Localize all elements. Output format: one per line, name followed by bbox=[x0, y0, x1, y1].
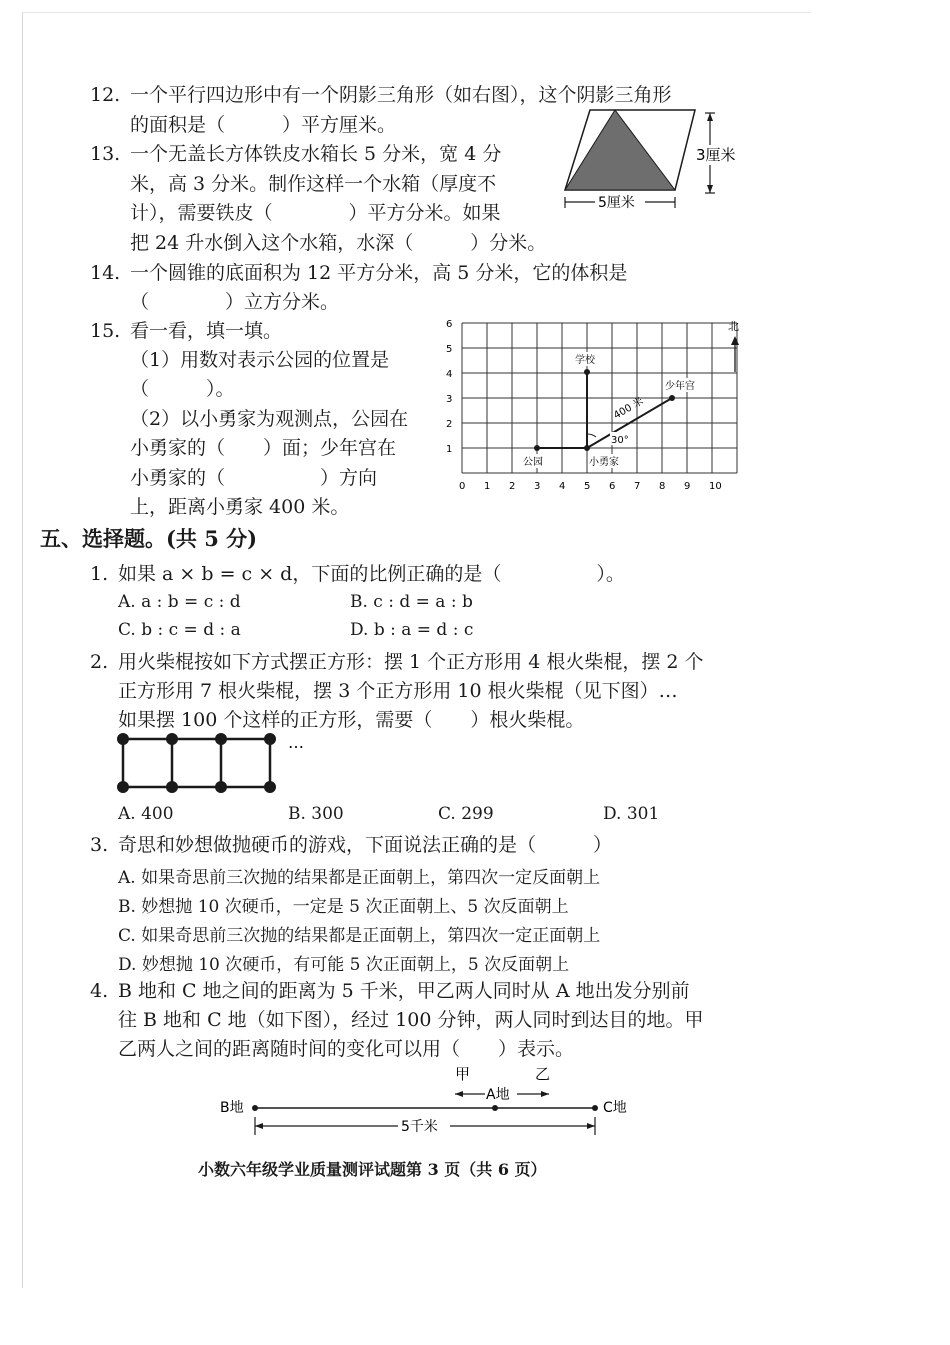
page-footer: 小数六年级学业质量测评试题第 3 页（共 6 页） bbox=[198, 1160, 547, 1179]
section-five-title: 五、选择题。(共 5 分) bbox=[40, 526, 258, 551]
c3-question: 奇思和妙想做抛硬币的游戏，下面说法正确的是（ ） bbox=[118, 834, 613, 856]
c4-line1: B 地和 C 地之间的距离为 5 千米，甲乙两人同时从 A 地出发分别前 bbox=[118, 980, 690, 1002]
park-point bbox=[534, 445, 540, 451]
distance-5km-label: 5千米 bbox=[401, 1119, 438, 1135]
c1-option-a: A. a : b = c : d bbox=[118, 592, 241, 612]
y-tick-label: 4 bbox=[446, 369, 453, 380]
q13-line4: 把 24 升水倒入这个水箱，水深（ ）分米。 bbox=[130, 232, 547, 254]
left-arrow-icon bbox=[455, 1091, 463, 1097]
x-tick-label: 3 bbox=[534, 481, 541, 492]
grid-lines bbox=[462, 323, 737, 473]
c2-number: 2. bbox=[90, 651, 109, 673]
right-arrow-icon bbox=[541, 1091, 549, 1097]
c-place-label: C地 bbox=[603, 1100, 627, 1116]
home-point bbox=[584, 445, 590, 451]
x-tick-label: 6 bbox=[609, 481, 616, 492]
y-tick-label: 6 bbox=[446, 319, 453, 330]
distance-label: 400 米 bbox=[612, 395, 646, 422]
c3-option-d: D. 妙想抛 10 次硬币，有可能 5 次正面朝上，5 次反面朝上 bbox=[118, 955, 570, 975]
c3-option-b: B. 妙想抛 10 次硬币，一定是 5 次正面朝上、5 次反面朝上 bbox=[118, 897, 569, 917]
y-tick-label: 5 bbox=[446, 344, 453, 355]
q14-number: 14. bbox=[90, 262, 121, 284]
c1-number: 1. bbox=[90, 563, 109, 585]
c4-line3: 乙两人之间的距离随时间的变化可以用（ ）表示。 bbox=[118, 1038, 575, 1060]
q15-line5: 小勇家的（ ）面；少年宫在 bbox=[130, 437, 397, 459]
q13-line3: 计），需要铁皮（ ）平方分米。如果 bbox=[130, 202, 501, 224]
x-tick-label: 9 bbox=[684, 481, 691, 492]
q15-line7: 上，距离小勇家 400 米。 bbox=[130, 496, 350, 518]
c1-option-d: D. b : a = d : c bbox=[350, 620, 474, 640]
b-place-label: B地 bbox=[220, 1100, 244, 1116]
shaded-triangle bbox=[565, 110, 675, 190]
north-label: 北 bbox=[728, 320, 739, 333]
c1-question: 如果 a × b = c × d，下面的比例正确的是（ ）。 bbox=[118, 563, 625, 585]
base-label: 5厘米 bbox=[598, 195, 635, 211]
q15-line2: （1）用数对表示公园的位置是 bbox=[130, 349, 390, 371]
q15-line3: （ ）。 bbox=[130, 378, 235, 400]
x-tick-label: 8 bbox=[659, 481, 666, 492]
x-tick-label: 10 bbox=[709, 481, 722, 492]
q12-line2: 的面积是（ ）平方厘米。 bbox=[130, 114, 397, 136]
yi-label: 乙 bbox=[535, 1065, 551, 1083]
y-tick-label: 2 bbox=[446, 419, 453, 430]
north-arrow-icon bbox=[731, 336, 739, 345]
c2-line1: 用火柴棍按如下方式摆正方形：摆 1 个正方形用 4 根火柴棍，摆 2 个 bbox=[118, 651, 704, 673]
x-tick-label: 4 bbox=[559, 481, 566, 492]
y-tick-label: 3 bbox=[446, 394, 453, 405]
park-label: 公园 bbox=[523, 457, 543, 468]
c2-line2: 正方形用 7 根火柴棍，摆 3 个正方形用 10 根火柴棍（见下图）… bbox=[118, 680, 678, 702]
y-tick-labels bbox=[446, 319, 452, 455]
jia-label: 甲 bbox=[455, 1065, 471, 1083]
x-tick-labels bbox=[459, 481, 722, 492]
parallelogram-figure bbox=[560, 105, 760, 215]
angle-label: 30° bbox=[611, 435, 629, 446]
a-point bbox=[492, 1105, 498, 1111]
palace-point bbox=[669, 395, 675, 401]
youth-palace-label: 少年宫 bbox=[665, 381, 695, 392]
matchstick-squares-figure bbox=[113, 730, 333, 800]
x-tick-label: 7 bbox=[634, 481, 641, 492]
c1-option-b: B. c : d = a : b bbox=[350, 592, 473, 612]
q13-line1: 一个无盖长方体铁皮水箱长 5 分米，宽 4 分 bbox=[130, 143, 502, 165]
matchstick-ellipsis: … bbox=[288, 733, 304, 752]
q14-line1: 一个圆锥的底面积为 12 平方分米，高 5 分米，它的体积是 bbox=[130, 262, 628, 284]
home-label: 小勇家 bbox=[589, 457, 619, 468]
q13-line2: 米，高 3 分米。制作这样一个水箱（厚度不 bbox=[130, 173, 497, 195]
y-tick-label: 1 bbox=[446, 444, 453, 455]
q15-number: 15. bbox=[90, 320, 121, 342]
x-tick-label: 5 bbox=[584, 481, 591, 492]
x-tick-label: 1 bbox=[484, 481, 491, 492]
c2-option-d: D. 301 bbox=[603, 804, 660, 824]
q12-line1: 一个平行四边形中有一个阴影三角形（如右图），这个阴影三角形 bbox=[130, 84, 672, 106]
c3-option-a: A. 如果奇思前三次抛的结果都是正面朝上，第四次一定反面朝上 bbox=[118, 868, 601, 888]
c2-option-b: B. 300 bbox=[288, 804, 344, 824]
q15-line4: （2）以小勇家为观测点，公园在 bbox=[130, 408, 409, 430]
c2-line3: 如果摆 100 个这样的正方形，需要（ ）根火柴棍。 bbox=[118, 709, 585, 731]
c3-number: 3. bbox=[90, 834, 109, 856]
route-diagram bbox=[215, 1062, 655, 1142]
height-label: 3厘米 bbox=[696, 146, 736, 164]
q13-number: 13. bbox=[90, 143, 121, 165]
c3-option-c: C. 如果奇思前三次抛的结果都是正面朝上，第四次一定正面朝上 bbox=[118, 926, 601, 946]
q14-line2: （ ）立方分米。 bbox=[130, 291, 340, 313]
school-point bbox=[584, 369, 590, 375]
q15-line6: 小勇家的（ ）方向 bbox=[130, 467, 378, 489]
q15-line1: 看一看，填一填。 bbox=[130, 320, 283, 342]
a-place-label: A地 bbox=[486, 1087, 510, 1103]
coordinate-grid-map bbox=[440, 312, 750, 497]
x-tick-label: 2 bbox=[509, 481, 516, 492]
school-label: 学校 bbox=[575, 355, 595, 366]
c2-option-a: A. 400 bbox=[118, 804, 174, 824]
c1-option-c: C. b : c = d : a bbox=[118, 620, 241, 640]
c4-line2: 往 B 地和 C 地（如下图），经过 100 分钟，两人同时到达目的地。甲 bbox=[118, 1009, 704, 1031]
q12-number: 12. bbox=[90, 84, 121, 106]
c2-option-c: C. 299 bbox=[438, 804, 494, 824]
x-tick-label: 0 bbox=[459, 481, 466, 492]
c4-number: 4. bbox=[90, 980, 109, 1002]
